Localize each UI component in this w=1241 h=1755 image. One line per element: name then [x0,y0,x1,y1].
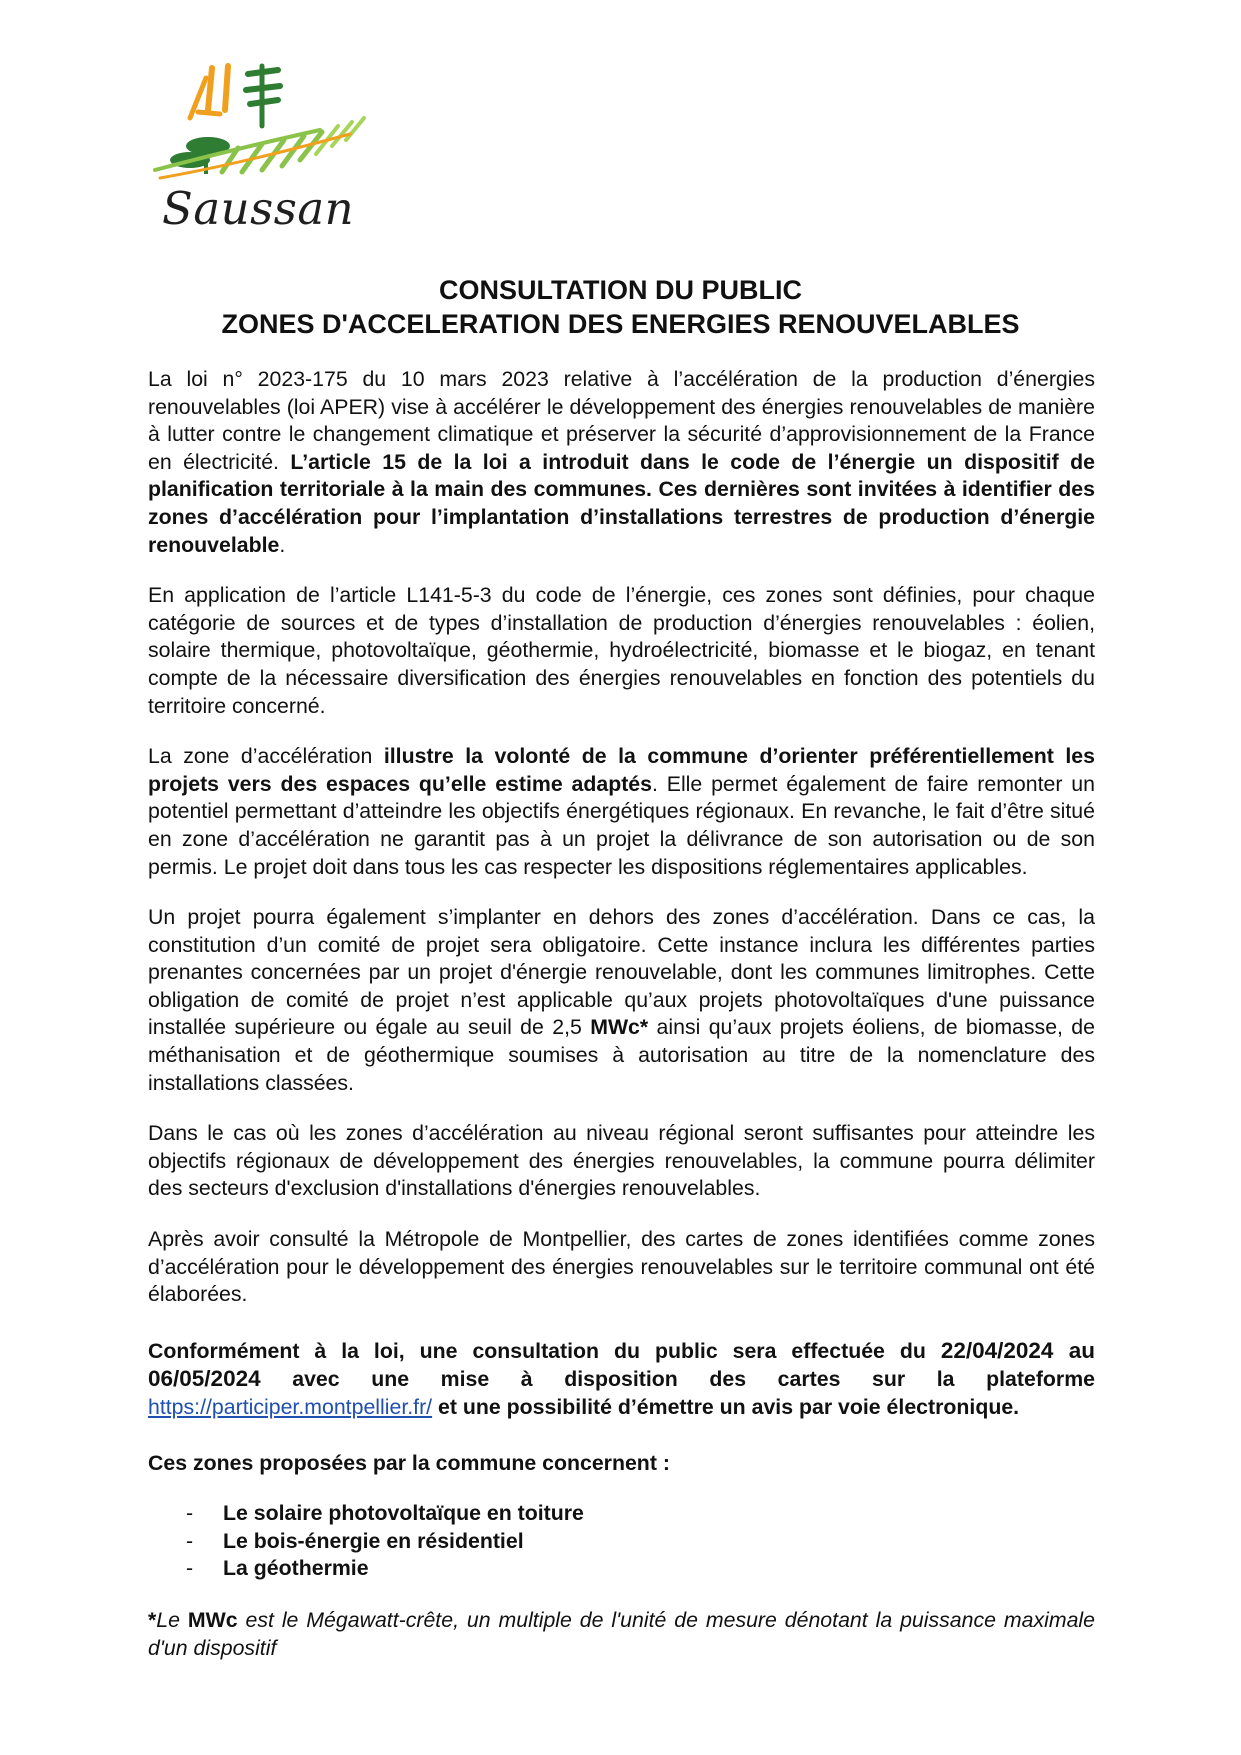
participation-link[interactable]: https://participer.montpellier.fr/ [148,1395,433,1419]
list-item: - La géothermie [186,1556,369,1581]
start-date: 22/04/2024 [940,1337,1054,1363]
paragraph-6: Après avoir consulté la Métropole de Montpellier, des cartes de zones identifiées comme zones d’accélération pour le développement des énergies renouvelables sur le territoire communal ont été élaborées. [148,1227,1095,1307]
saussan-logo [150,60,390,240]
zones-heading: Ces zones proposées par la commune concernent : [148,1450,670,1475]
paragraph-4: Un projet pourra également s’implanter en dehors des zones d’accélération. Dans ce cas, la constitution d’un comité de projet sera obligatoire. Cette instance inclura les différentes parties prenantes concernées par un projet d'énergie renouvelable, dont les communes limitrophes. Cette obligation de comité de projet n’est applicable qu’aux projets photovoltaïques d'une puissance installée supérieure ou égale au seuil de 2,5 MWc* ainsi qu’aux projets éoliens, de biomasse, de méthanisation et de géothermique soumises à autorisation au titre de la nomenclature des installations classées. [148,905,1096,1095]
end-date: 06/05/2024 [148,1366,261,1392]
paragraph-1: La loi n° 2023-175 du 10 mars 2023 relative à l’accélération de la production d’énergies renouvelables (loi APER) vise à accélérer le développement des énergies renouvelables de manière à lutter contre le changement climatique et préserver la sécurité d’approvisionnement de la France en électricité. L’article 15 de la loi a introduit dans le code de l’énergie un dispositif de planification territoriale à la main des communes. Ces dernières sont invitées à identifier des zones d’accélération pour l’implantation d’installations terrestres de production d’énergie renouvelable. [148,367,1096,557]
paragraph-5: Dans le cas où les zones d’accélération au niveau régional seront suffisantes pour atteindre les objectifs régionaux de développement des énergies renouvelables, la commune pourra délimiter des secteurs d'exclusion d'installations d'énergies renouvelables. [148,1121,1095,1201]
document-body [148,366,1095,1685]
list-item: - Le solaire photovoltaïque en toiture [186,1501,584,1526]
paragraph-2: En application de l’article L141-5-3 du code de l’énergie, ces zones sont définies, pour chaque catégorie de sources et de types d’installation de production d’énergies renouvelables : éolien, solaire thermique, photovoltaïque, géothermie, hydroélectricité, biomasse et le biogaz, en tenant compte de la nécessaire diversification des énergies renouvelables en fonction des potentiels du territoire concerné. [148,583,1095,718]
zones-list [148,1500,1095,1583]
page-title [0,273,1241,341]
logo-emblem [150,60,390,180]
footnote: *Le MWc est le Mégawatt-crête, un multiple de l'unité de mesure dénotant la puissance maximale d'un dispositif [148,1607,1095,1660]
logo-wordmark: Saussan [162,182,355,235]
title-line-2: ZONES D'ACCELERATION DES ENERGIES RENOUVELABLES [221,309,1020,339]
list-item: - Le bois-énergie en résidentiel [186,1528,524,1553]
paragraph-3: La zone d’accélération illustre la volonté de la commune d’orienter préférentiellement les projets vers des espaces qu’elle estime adaptés. Elle permet également de faire remonter un potentiel permettant d’atteindre les objectifs énergétiques régionaux. En revanche, le fait d’être situé en zone d’accélération ne garantit pas à un projet la délivrance de son autorisation ou de son permis. Le projet doit dans tous les cas respecter les dispositions réglementaires applicables. [148,744,1095,879]
mwc-term: MWc [187,1607,238,1632]
consultation-notice: Conformément à la loi, une consultation du public sera effectuée du 22/04/2024 au 06/05/2024 avec une mise à disposition des cartes sur la plateforme https://participer.montpellier.fr/ et une possibilité d’émettre un avis par voie électronique. [148,1337,1095,1419]
title-line-1: CONSULTATION DU PUBLIC [439,275,802,305]
